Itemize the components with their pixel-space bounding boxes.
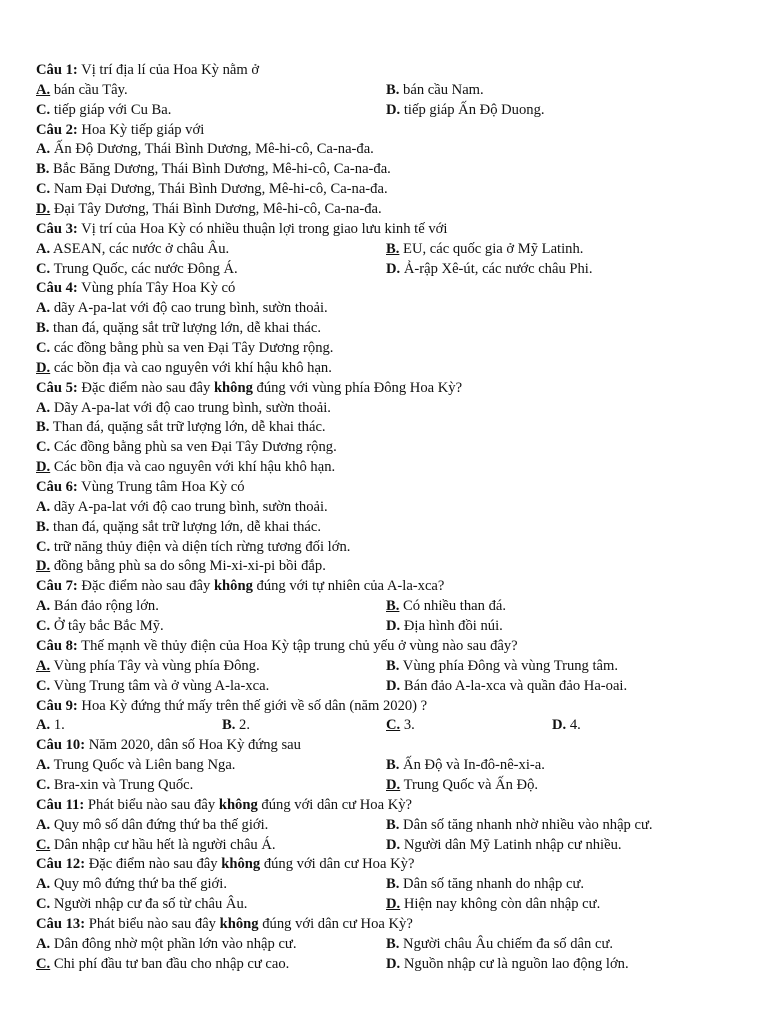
option-text: Các đồng bằng phù sa ven Đại Tây Dương rộng. <box>53 439 337 456</box>
option-d <box>36 359 736 379</box>
question-1 <box>36 61 736 81</box>
option-text: 2. <box>239 717 250 734</box>
option-text: Nam Đại Dương, Thái Bình Dương, Mê-hi-cô, Ca-na-đa. <box>53 181 388 198</box>
option-label: D. <box>386 618 401 635</box>
option-d <box>36 458 736 478</box>
option-label: D. <box>386 101 401 118</box>
question-number: Câu 10: <box>36 737 86 754</box>
question-stem: Vùng phía Tây Hoa Kỳ có <box>81 280 236 297</box>
option-label: C. <box>36 538 51 555</box>
option-text: Bra-xin và Trung Quốc. <box>53 776 194 793</box>
option-label: B. <box>36 518 50 535</box>
option-row <box>36 955 736 975</box>
question-number: Câu 13: <box>36 915 86 932</box>
question-stem <box>81 380 462 396</box>
option-text: 1. <box>53 717 65 734</box>
option-label: C. <box>36 340 51 357</box>
option-label: B. <box>386 876 400 893</box>
option-row <box>36 895 736 915</box>
option-c <box>36 956 289 972</box>
option-label: A. <box>36 816 51 833</box>
option-d <box>386 955 629 975</box>
option-text: Đại Tây Dương, Thái Bình Dương, Mê-hi-cô, Ca-na-đa. <box>53 201 382 218</box>
option-row <box>36 677 736 697</box>
question-stem <box>81 578 444 594</box>
option-label: C. <box>36 101 51 118</box>
option-text: Bán đảo A-la-xca và quần đảo Ha-oai. <box>403 677 628 694</box>
option-a <box>36 658 260 674</box>
question-8 <box>36 637 736 657</box>
option-d <box>386 836 622 856</box>
option-text: trữ năng thủy điện và diện tích rừng tương đối lớn. <box>53 538 351 555</box>
option-label-answer: D. <box>36 459 51 476</box>
option-text: Chi phí đầu tư ban đầu cho nhập cư cao. <box>53 955 290 972</box>
option-c <box>36 102 171 118</box>
option-label: B. <box>36 320 50 337</box>
option-text: các bồn địa và cao nguyên với khí hậu khô hạn. <box>53 359 332 376</box>
option-text: các đồng bằng phù sa ven Đại Tây Dương rộng. <box>53 340 334 357</box>
option-label: B. <box>386 816 400 833</box>
option-text: Người dân Mỹ Latinh nhập cư nhiều. <box>403 836 622 853</box>
option-a <box>36 399 736 419</box>
option-a <box>36 598 159 614</box>
option-label: C. <box>36 677 51 694</box>
question-stem <box>88 797 412 813</box>
question-stem <box>89 856 415 872</box>
option-text: ASEAN, các nước ở châu Âu. <box>53 240 230 257</box>
option-label: B. <box>386 657 400 674</box>
option-label: A. <box>36 240 51 257</box>
question-stem <box>89 916 413 932</box>
option-label: A. <box>36 300 51 317</box>
option-row <box>36 617 736 637</box>
option-c <box>36 438 736 458</box>
option-label-answer: D. <box>36 201 51 218</box>
option-label-answer: C. <box>36 955 51 972</box>
option-c <box>36 180 736 200</box>
option-c <box>36 777 193 793</box>
option-a <box>36 757 235 773</box>
option-b <box>36 418 736 438</box>
question-stem: Hoa Kỳ đứng thứ mấy trên thế giới về số dân (năm 2020) ? <box>81 697 428 714</box>
option-text: Quy mô đứng thứ ba thế giới. <box>53 876 227 893</box>
stem-emphasis: không <box>221 856 261 873</box>
option-label: C. <box>36 618 51 635</box>
question-stem: Thế mạnh về thủy điện của Hoa Kỳ tập trung chủ yếu ở vùng nào sau đây? <box>81 637 518 654</box>
option-text: Các bồn địa và cao nguyên với khí hậu khô hạn. <box>53 459 336 476</box>
question-stem: Hoa Kỳ tiếp giáp với <box>81 121 205 138</box>
option-text: Trung Quốc và Ấn Độ. <box>403 776 539 793</box>
option-c <box>36 837 276 853</box>
option-label: A. <box>36 757 51 774</box>
option-label: C. <box>36 439 51 456</box>
option-label-answer: D. <box>36 558 51 575</box>
stem-text: đúng với dân cư Hoa Kỳ? <box>260 856 415 873</box>
stem-text: đúng với tự nhiên của A-la-xca? <box>252 578 445 595</box>
option-a <box>36 82 128 98</box>
option-text: Có nhiều than đá. <box>403 598 506 615</box>
option-d <box>552 716 581 736</box>
option-label: A. <box>36 935 51 952</box>
option-label: B. <box>386 935 400 952</box>
option-b <box>386 935 613 955</box>
option-label: B. <box>222 717 236 734</box>
option-row <box>36 260 736 280</box>
option-label: A. <box>36 717 51 734</box>
option-row <box>36 101 736 121</box>
option-b <box>36 319 736 339</box>
option-text: Dãy A-pa-lat với độ cao trung bình, sườn thoải. <box>53 399 331 416</box>
option-label-answer: A. <box>36 657 51 674</box>
option-text: tiếp giáp với Cu Ba. <box>53 101 172 118</box>
option-label-answer: A. <box>36 81 51 98</box>
option-text: Vùng phía Tây và vùng phía Đông. <box>53 657 260 674</box>
option-b <box>222 716 250 736</box>
question-number: Câu 12: <box>36 856 86 873</box>
option-row <box>36 935 736 955</box>
option-b <box>386 816 653 836</box>
option-label: D. <box>386 836 401 853</box>
option-text: Quy mô số dân đứng thứ ba thế giới. <box>53 816 269 833</box>
option-label: A. <box>36 876 51 893</box>
option-label-answer: D. <box>386 896 401 913</box>
question-stem: Vị trí của Hoa Kỳ có nhiều thuận lợi trong giao lưu kinh tế với <box>81 220 448 237</box>
option-d <box>386 776 538 796</box>
option-b <box>36 160 736 180</box>
option-label-answer: D. <box>386 776 401 793</box>
stem-text: đúng với vùng phía Đông Hoa Kỳ? <box>252 379 463 396</box>
option-label: D. <box>386 677 401 694</box>
option-row <box>36 756 736 776</box>
question-6 <box>36 478 736 498</box>
option-text: Dân số tăng nhanh do nhập cư. <box>403 876 585 893</box>
stem-text: Đặc điểm nào sau đây <box>81 379 214 396</box>
option-label: C. <box>36 776 51 793</box>
option-text: Ấn Độ và In-đô-nê-xi-a. <box>403 757 545 774</box>
option-b <box>386 756 545 776</box>
option-text: Dân nhập cư hầu hết là người châu Á. <box>53 836 276 853</box>
stem-text: Đặc điểm nào sau đây <box>81 578 214 595</box>
option-b <box>386 240 583 260</box>
option-label: D. <box>386 955 401 972</box>
option-row <box>36 816 736 836</box>
stem-emphasis: không <box>213 379 253 396</box>
option-label: A. <box>36 399 51 416</box>
option-a <box>36 936 296 952</box>
option-label: B. <box>36 419 50 436</box>
question-number: Câu 1: <box>36 62 78 78</box>
option-text: Bắc Băng Dương, Thái Bình Dương, Mê-hi-cô, Ca-na-đa. <box>53 161 391 178</box>
question-number: Câu 5: <box>36 379 78 396</box>
option-c <box>36 261 238 277</box>
option-label-answer: B. <box>386 240 400 257</box>
question-number: Câu 7: <box>36 578 78 595</box>
question-4 <box>36 279 736 299</box>
option-b <box>386 875 584 895</box>
option-text: Địa hình đồi núi. <box>403 618 503 635</box>
question-stem: Năm 2020, dân số Hoa Kỳ đứng sau <box>88 737 301 754</box>
option-b <box>386 81 484 101</box>
option-label: A. <box>36 598 51 615</box>
option-row <box>36 597 736 617</box>
option-c <box>36 896 247 912</box>
question-number: Câu 2: <box>36 121 78 138</box>
option-text: tiếp giáp Ấn Độ Duong. <box>403 101 545 118</box>
option-label: C. <box>36 181 51 198</box>
option-text: EU, các quốc gia ở Mỹ Latinh. <box>403 240 584 257</box>
stem-text: Đặc điểm nào sau đây <box>88 856 222 873</box>
option-text: Người châu Âu chiếm đa số dân cư. <box>403 935 614 952</box>
option-row <box>36 81 736 101</box>
option-b <box>36 518 736 538</box>
option-text: Người nhập cư đa số từ châu Âu. <box>53 896 248 913</box>
question-9 <box>36 697 736 717</box>
option-d <box>386 895 600 915</box>
option-row <box>36 836 736 856</box>
question-stem: Vùng Trung tâm Hoa Kỳ có <box>81 479 245 496</box>
option-text: Ả-rập Xê-út, các nước châu Phi. <box>403 260 593 277</box>
stem-emphasis: không <box>218 796 258 813</box>
option-c <box>386 716 415 736</box>
option-text: 3. <box>403 717 415 734</box>
option-text: đồng bằng phù sa do sông Mi-xi-xi-pi bồi đắp. <box>53 558 326 575</box>
option-label-answer: D. <box>36 359 51 376</box>
option-a <box>36 817 268 833</box>
option-text: dãy A-pa-lat với độ cao trung bình, sườn thoải. <box>53 498 328 515</box>
stem-emphasis: không <box>213 578 253 595</box>
option-a <box>36 140 736 160</box>
option-b <box>386 657 618 677</box>
option-c <box>36 538 736 558</box>
question-number: Câu 4: <box>36 280 78 297</box>
question-12 <box>36 855 736 875</box>
option-row <box>36 776 736 796</box>
option-d <box>386 677 627 697</box>
option-label: A. <box>36 141 51 158</box>
option-label: B. <box>36 161 50 178</box>
option-a <box>36 876 227 892</box>
stem-text: đúng với dân cư Hoa Kỳ? <box>258 915 413 932</box>
question-5 <box>36 379 736 399</box>
option-text: bán cầu Nam. <box>403 81 484 98</box>
option-a <box>36 241 229 257</box>
option-text: 4. <box>569 717 581 734</box>
option-text: Nguồn nhập cư là nguồn lao động lớn. <box>403 955 629 972</box>
option-row <box>36 875 736 895</box>
option-b <box>386 597 506 617</box>
option-text: Than đá, quặng sắt trữ lượng lớn, dễ khai thác. <box>52 419 326 436</box>
option-label: D. <box>386 260 401 277</box>
option-label: B. <box>386 81 400 98</box>
option-row <box>36 657 736 677</box>
option-text: dãy A-pa-lat với độ cao trung bình, sườn thoải. <box>53 300 328 317</box>
question-number: Câu 6: <box>36 479 78 496</box>
question-number: Câu 9: <box>36 697 78 714</box>
option-text: Ấn Độ Dương, Thái Bình Dương, Mê-hi-cô, Ca-na-đa. <box>53 141 374 158</box>
question-13 <box>36 915 736 935</box>
option-label-answer: C. <box>36 836 51 853</box>
stem-text: Phát biểu nào sau đây <box>87 796 219 813</box>
option-d <box>386 617 503 637</box>
option-a <box>36 498 736 518</box>
option-row <box>36 240 736 260</box>
option-text: bán cầu Tây. <box>53 81 128 98</box>
option-text: Trung Quốc, các nước Đông Á. <box>53 260 238 277</box>
option-label-answer: B. <box>386 598 400 615</box>
option-label: C. <box>36 260 51 277</box>
option-text: Dân số tăng nhanh nhờ nhiều vào nhập cư. <box>403 816 653 833</box>
option-row <box>36 716 736 736</box>
option-a <box>36 299 736 319</box>
stem-emphasis: không <box>219 915 259 932</box>
option-text: Vùng Trung tâm và ở vùng A-la-xca. <box>53 677 270 694</box>
question-3 <box>36 220 736 240</box>
option-label: A. <box>36 498 51 515</box>
option-text: than đá, quặng sắt trữ lượng lớn, dễ khai thác. <box>53 320 321 337</box>
option-d <box>386 260 593 280</box>
option-text: Dân đông nhờ một phần lớn vào nhập cư. <box>53 935 297 952</box>
exam-sheet <box>36 61 736 975</box>
option-label: D. <box>552 717 567 734</box>
option-text: than đá, quặng sắt trữ lượng lớn, dễ khai thác. <box>53 518 321 535</box>
option-text: Trung Quốc và Liên bang Nga. <box>53 757 236 774</box>
option-label: B. <box>386 757 400 774</box>
question-stem: Vị trí địa lí của Hoa Kỳ nằm ở <box>81 62 260 78</box>
option-d <box>386 101 545 121</box>
option-text: Vùng phía Đông và vùng Trung tâm. <box>402 657 619 674</box>
option-text: Bán đảo rộng lớn. <box>53 598 159 615</box>
option-label-answer: C. <box>386 717 401 734</box>
question-11 <box>36 796 736 816</box>
option-label: C. <box>36 896 51 913</box>
question-number: Câu 3: <box>36 220 78 237</box>
option-text: Ở tây bắc Bắc Mỹ. <box>53 618 164 635</box>
stem-text: đúng với dân cư Hoa Kỳ? <box>257 796 413 813</box>
option-d <box>36 200 736 220</box>
option-text: Hiện nay không còn dân nhập cư. <box>403 896 601 913</box>
question-10 <box>36 736 736 756</box>
option-c <box>36 678 269 694</box>
question-number: Câu 8: <box>36 637 78 654</box>
question-2 <box>36 121 736 141</box>
option-c <box>36 339 736 359</box>
question-7 <box>36 577 736 597</box>
option-d <box>36 557 736 577</box>
option-a <box>36 717 65 733</box>
question-number: Câu 11: <box>36 796 85 813</box>
option-c <box>36 618 164 634</box>
stem-text: Phát biểu nào sau đây <box>88 915 220 932</box>
